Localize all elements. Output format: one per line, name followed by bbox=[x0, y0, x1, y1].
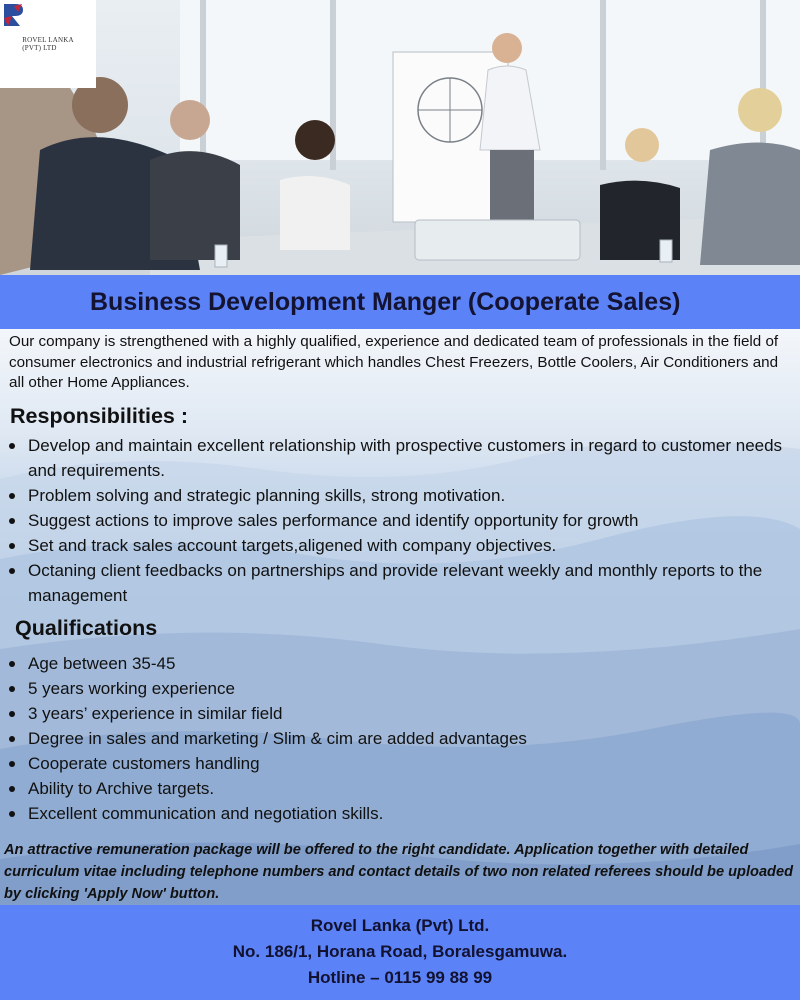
logo-icon bbox=[0, 0, 26, 30]
company-address: No. 186/1, Horana Road, Boralesgamuwa. bbox=[232, 942, 568, 961]
qualifications-list bbox=[0, 651, 790, 826]
contact-footer bbox=[0, 905, 800, 1000]
list-item: Set and track sales account targets,aligened with company objectives. bbox=[0, 533, 790, 558]
logo-suffix: (PVT) LTD bbox=[22, 44, 57, 52]
hotline: Hotline – 0115 99 88 99 bbox=[307, 968, 493, 987]
company-logo bbox=[0, 0, 96, 88]
logo-name: ROVEL LANKA bbox=[22, 36, 74, 44]
list-item: Develop and maintain excellent relationship with prospective customers in regard to customer needs and requirements. bbox=[0, 433, 790, 483]
responsibilities-list bbox=[0, 433, 790, 608]
job-description bbox=[0, 329, 800, 905]
list-item: Suggest actions to improve sales performance and identify opportunity for growth bbox=[0, 508, 790, 533]
list-item: Ability to Archive targets. bbox=[0, 776, 790, 801]
title-banner bbox=[0, 275, 800, 329]
qualifications-heading: Qualifications bbox=[15, 616, 158, 640]
meeting-illustration bbox=[0, 0, 800, 275]
application-note: An attractive remuneration package will be offered to the right candidate. Application together with detailed curriculum vitae including telephone numbers and contact details of two non related referees should be uploaded by clicking 'Apply Now' button. bbox=[4, 842, 794, 902]
company-intro: Our company is strengthened with a highly qualified, experience and dedicated team of professionals in the field of consumer electronics and industrial refrigerant which handles Chest Freezers, Bottle Coolers, Air Conditioners and all other Home Appliances. bbox=[9, 333, 779, 391]
list-item: Cooperate customers handling bbox=[0, 751, 790, 776]
header-photo bbox=[0, 0, 800, 275]
responsibilities-heading: Responsibilities : bbox=[10, 404, 189, 428]
list-item: Degree in sales and marketing / Slim & cim are added advantages bbox=[0, 726, 790, 751]
list-item: 5 years working experience bbox=[0, 676, 790, 701]
list-item: Excellent communication and negotiation skills. bbox=[0, 801, 790, 826]
list-item: 3 years’ experience in similar field bbox=[0, 701, 790, 726]
list-item: Problem solving and strategic planning skills, strong motivation. bbox=[0, 483, 790, 508]
job-title: Business Development Manger (Cooperate Sales) bbox=[90, 288, 681, 316]
company-name: Rovel Lanka (Pvt) Ltd. bbox=[310, 916, 490, 935]
list-item: Age between 35-45 bbox=[0, 651, 790, 676]
list-item: Octaning client feedbacks on partnerships and provide relevant weekly and monthly reports to the management bbox=[0, 558, 790, 608]
